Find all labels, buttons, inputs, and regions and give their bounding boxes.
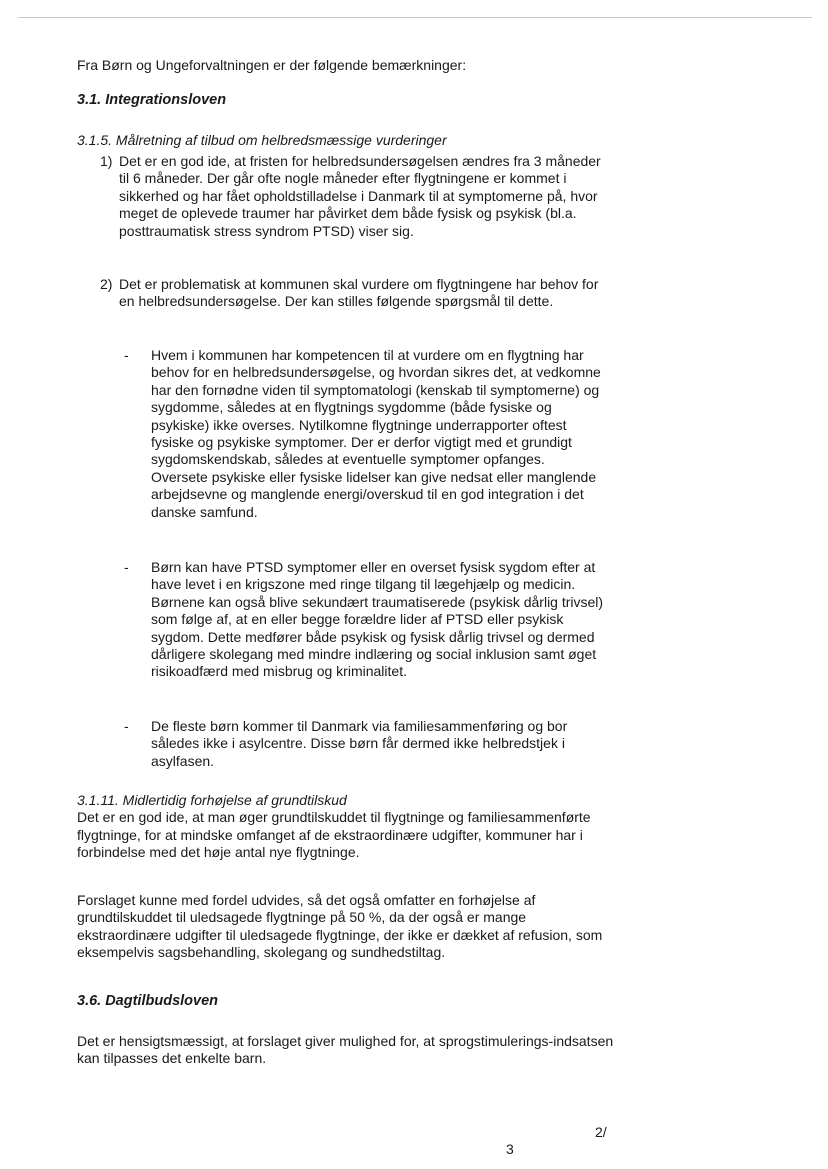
bullet-marker: - <box>124 718 129 734</box>
page-number: 3 <box>506 1141 514 1157</box>
continuation-marker: 2/ <box>595 1124 607 1140</box>
bullet-item-3 <box>124 718 604 770</box>
item-marker: 2) <box>100 276 113 292</box>
bullet-text: De fleste børn kommer til Danmark via familiesammenføring og bor således ikke i asylcentre. Disse børn får dermed ikke helbredstjek i asylfasen. <box>151 718 568 769</box>
item-text: Det er problematisk at kommunen skal vurdere om flygtningene har behov for en helbredsundersøgelse. Der kan stilles følgende spørgsmål til dette. <box>119 276 599 310</box>
intro-text: Fra Børn og Ungeforvaltningen er der følgende bemærkninger: <box>77 57 467 73</box>
bullet-text: Hvem i kommunen har kompetencen til at vurdere om en flygtning har behov for en helbredsundersøgelse, og hvordan sikres det, at vedkomne har den fornødne viden til symptomatologi (kenskab til symptomerne) og sygdomme, således at en flygtnings sygdomme (både fysiske og psykiske) ikke overses. Nytilkomne flygtninge underrapporter oftest fysiske og psykiske symptomer. Der er derfor vigtigt med et grundigt sygdomskendskab, således at eventuelle symptomer opfanges. Oversete psykiske eller fysiske lidelser kan give nedsat eller manglende arbejdsevne og manglende energi/overskud til en god integration i det danske samfund. <box>151 347 601 520</box>
heading-3-1-11: 3.1.11. Midlertidig forhøjelse af grundtilskud <box>77 792 347 808</box>
item-marker: 1) <box>100 153 113 169</box>
numbered-item-2 <box>100 276 610 311</box>
item-text: Det er en god ide, at fristen for helbredsundersøgelsen ændres fra 3 måneder til 6 måneder. Der går ofte nogle måneder efter flygtningene er kommet i sikkerhed og har fået opholdstilladelse i Danmark til at symptomerne på, hvor meget de oplevede traumer har påvirket dem både fysisk og psykisk (bl.a. posttraumatisk stress syndrom PTSD) viser sig. <box>119 153 601 239</box>
heading-3-1: 3.1. Integrationsloven <box>77 92 227 108</box>
paragraph: Det er hensigtsmæssigt, at forslaget giver mulighed for, at sprogstimulerings-indsatsen kan tilpasses det enkelte barn. <box>77 1033 614 1067</box>
heading-3-6: 3.6. Dagtilbudsloven <box>77 993 218 1009</box>
paragraph: Forslaget kunne med fordel udvides, så det også omfatter en forhøjelse af grundtilskuddet til uledsagede flygtninge på 50 %, da der også er mange ekstraordinære udgifter til uledsagede flygtninge, der ikke er dækket af refusion, som eksempelvis sagsbehandling, skolegang og sundhedstiltag. <box>77 892 603 961</box>
bullet-item-1 <box>124 347 604 521</box>
bullet-marker: - <box>124 559 129 575</box>
paragraph: Det er en god ide, at man øger grundtilskuddet til flygtninge og familiesammenførte flygtninge, for at mindske omfanget af de ekstraordinære udgifter, kommuner har i forbindelse med det høje antal nye flygtninge. <box>77 809 591 861</box>
bullet-text: Børn kan have PTSD symptomer eller en overset fysisk sygdom efter at have levet i en krigszone med ringe tilgang til lægehjælp og medicin. Børnene kan også blive sekundært traumatiserede (psykisk dårlig trivsel) som følge af, at en eller begge forældre lider af PTSD eller psykisk sygdom. Dette medfører både psykisk og fysisk dårlig trivsel og dermed dårligere skolegang med mindre indlæring og social inklusion samt øget risikoadfærd med misbrug og kriminalitet. <box>151 559 604 680</box>
bullet-item-2 <box>124 559 604 681</box>
heading-3-1-5: 3.1.5. Målretning af tilbud om helbredsmæssige vurderinger <box>77 132 447 148</box>
numbered-item-1 <box>100 153 610 240</box>
bullet-marker: - <box>124 347 129 363</box>
section-3-1-11 <box>77 792 617 862</box>
top-rule <box>18 17 812 18</box>
